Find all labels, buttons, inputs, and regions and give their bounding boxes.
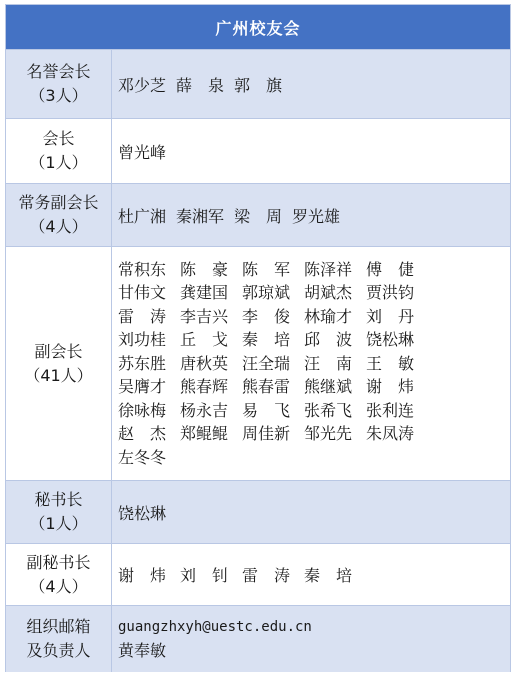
- label-cell: [6, 606, 112, 672]
- member-name: 汪 南: [304, 353, 353, 373]
- member-name: 陈泽祥: [304, 259, 353, 279]
- member-name: 吴膺才: [118, 377, 167, 397]
- member-name: 雷 涛: [242, 566, 291, 585]
- role-label: 会长: [42, 129, 75, 148]
- label-cell: [6, 119, 112, 183]
- names-list: [118, 563, 352, 586]
- names-grid: [118, 258, 428, 470]
- row-contact: [6, 606, 510, 672]
- member-name: 丘 戈: [180, 330, 229, 350]
- member-name: 周佳新: [242, 424, 291, 444]
- content-cell: [112, 184, 510, 246]
- member-name: 梁 周: [234, 206, 283, 226]
- content-cell: [112, 544, 510, 605]
- member-name: 罗光雄: [292, 206, 341, 226]
- row-honorary: [6, 50, 510, 119]
- member-name: 刘功桂: [118, 330, 167, 350]
- member-name: 徐咏梅: [118, 400, 167, 420]
- member-name: 苏东胜: [118, 353, 167, 373]
- contact-label-line1: 组织邮箱: [26, 617, 91, 636]
- member-name: 左冬冬: [118, 447, 167, 467]
- row-executive-vp: [6, 184, 510, 247]
- contact-person: 黄奉敏: [118, 641, 167, 660]
- role-label: 名誉会长: [26, 62, 91, 81]
- member-name: 刘 丹: [366, 306, 415, 326]
- member-name: 刘 钊: [180, 566, 229, 585]
- row-deputy-secretary: [6, 544, 510, 606]
- member-name: 熊春雷: [242, 377, 291, 397]
- member-name: 秦湘军: [176, 206, 225, 226]
- member-name: 易 飞: [242, 400, 291, 420]
- member-name: 薛 泉: [176, 75, 225, 95]
- member-name: 邱 波: [304, 330, 353, 350]
- row-president: [6, 119, 510, 184]
- member-name: 秦 培: [304, 566, 353, 585]
- member-name: 张利连: [366, 400, 415, 420]
- content-cell: [112, 119, 510, 183]
- member-name: 郭琼斌: [242, 283, 291, 303]
- role-count: （3人）: [29, 86, 88, 105]
- role-count: （1人）: [29, 153, 88, 172]
- member-name: 饶松琳: [118, 503, 167, 523]
- content-cell: [112, 247, 510, 480]
- member-name: 秦 培: [242, 330, 291, 350]
- member-name: 曾光峰: [118, 142, 167, 162]
- member-name: 雷 涛: [118, 306, 167, 326]
- role-count: （4人）: [29, 217, 88, 236]
- label-cell: [6, 50, 112, 118]
- alumni-roster-table: [5, 4, 511, 672]
- member-name: 谢 炜: [366, 377, 415, 397]
- role-label: 常务副会长: [18, 193, 99, 212]
- role-label: 副会长: [34, 341, 83, 361]
- member-name: 熊继斌: [304, 377, 353, 397]
- member-name: 李吉兴: [180, 306, 229, 326]
- label-cell: [6, 184, 112, 246]
- member-name: 张希飞: [304, 400, 353, 420]
- names-list: [118, 73, 282, 96]
- member-name: 李 俊: [242, 306, 291, 326]
- member-name: 熊春辉: [180, 377, 229, 397]
- member-name: 胡斌杰: [304, 283, 353, 303]
- member-name: 林瑜才: [304, 306, 353, 326]
- member-name: 赵 杰: [118, 424, 167, 444]
- member-name: 龚建国: [180, 283, 229, 303]
- content-cell: [112, 481, 510, 543]
- member-name: 郑鲲鲲: [180, 424, 229, 444]
- label-cell: [6, 247, 112, 480]
- member-name: 汪全瑞: [242, 353, 291, 373]
- role-label: 秘书长: [34, 490, 83, 509]
- contact-label-line2: 及负责人: [26, 641, 91, 660]
- label-cell: [6, 481, 112, 543]
- content-cell: [112, 606, 510, 672]
- member-name: 贾洪钧: [366, 283, 415, 303]
- role-count: （4人）: [29, 576, 88, 596]
- table-title: 广州校友会: [6, 5, 510, 50]
- member-name: 邹光先: [304, 424, 353, 444]
- row-vice-presidents: [6, 247, 510, 481]
- member-name: 甘伟文: [118, 283, 167, 303]
- role-count: （41人）: [24, 365, 93, 385]
- member-name: 陈 豪: [180, 259, 229, 279]
- member-name: 朱凤涛: [366, 424, 415, 444]
- label-cell: [6, 544, 112, 605]
- member-name: 唐秋英: [180, 353, 229, 373]
- content-cell: [112, 50, 510, 118]
- member-name: 邓少芝: [118, 75, 167, 95]
- member-name: 陈 军: [242, 259, 291, 279]
- member-name: 郭 旗: [234, 75, 283, 95]
- row-secretary-general: [6, 481, 510, 544]
- member-name: 杜广湘: [118, 206, 167, 226]
- member-name: 王 敏: [366, 353, 415, 373]
- role-label: 副秘书长: [26, 552, 91, 572]
- member-name: 傅 倢: [366, 259, 415, 279]
- names-list: [118, 204, 340, 227]
- contact-info: [118, 616, 312, 662]
- member-name: 谢 炜: [118, 566, 167, 585]
- contact-email-link[interactable]: guangzhxyh@uestc.edu.cn: [118, 619, 312, 635]
- role-count: （1人）: [29, 514, 88, 533]
- member-name: 饶松琳: [366, 330, 415, 350]
- member-name: 杨永吉: [180, 400, 229, 420]
- member-name: 常积东: [118, 259, 167, 279]
